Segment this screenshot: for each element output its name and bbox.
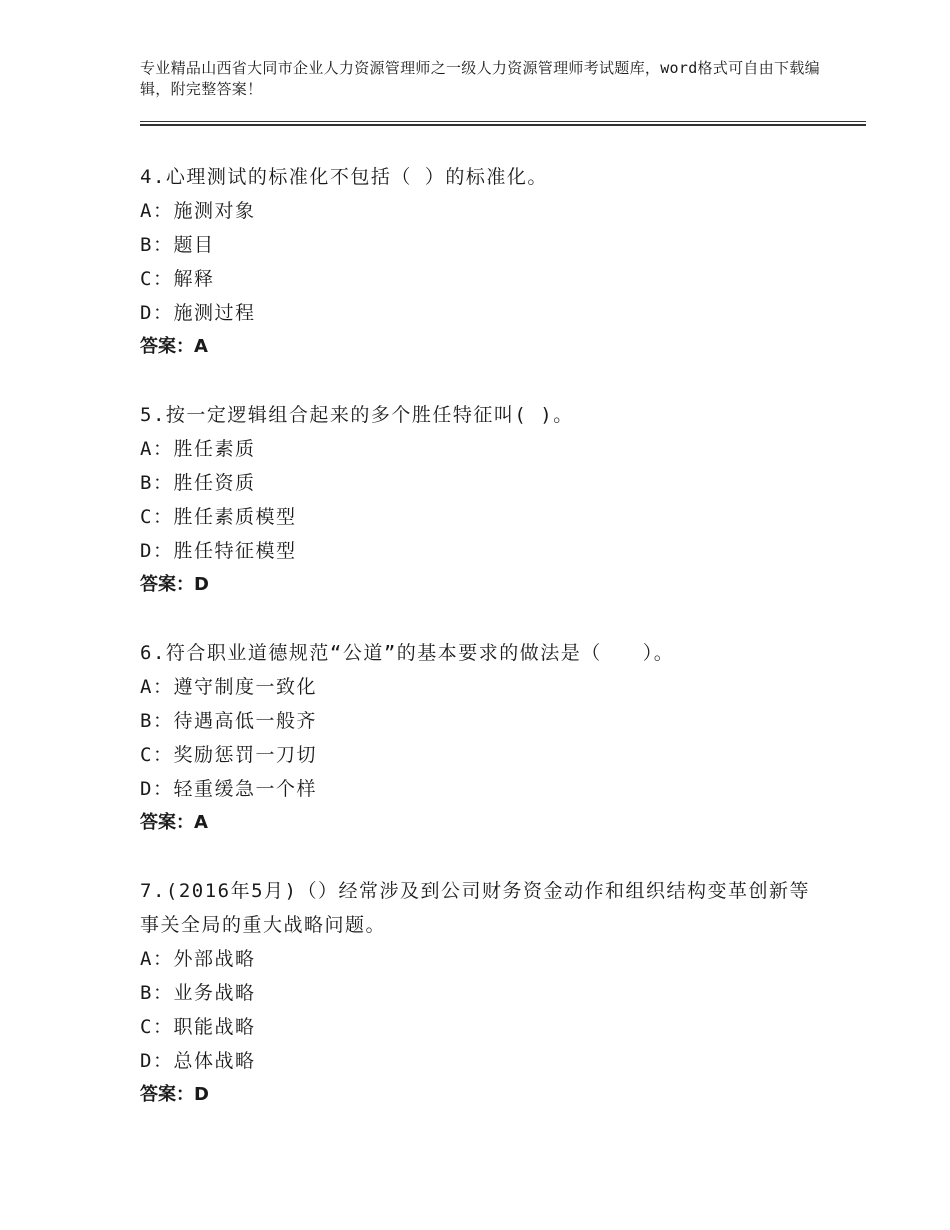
- option-a: A：胜任素质: [140, 438, 256, 460]
- option-a: A：施测对象: [140, 200, 256, 222]
- answer-label: 答案：A: [140, 812, 208, 833]
- option-a: A：遵守制度一致化: [140, 676, 317, 698]
- answer-label: 答案：D: [140, 574, 209, 595]
- answer-label: 答案：D: [140, 1084, 209, 1105]
- option-b: B：待遇高低一般齐: [140, 710, 317, 732]
- question-7: [140, 874, 840, 1112]
- option-a: A：外部战略: [140, 948, 256, 970]
- option-d: D：施测过程: [140, 302, 256, 324]
- question-6: [140, 636, 840, 840]
- option-d: D：胜任特征模型: [140, 540, 297, 562]
- header-divider-top: [140, 121, 866, 122]
- option-d: D：总体战略: [140, 1050, 256, 1072]
- option-c: C：奖励惩罚一刀切: [140, 744, 317, 766]
- header-title: 专业精品山西省大同市企业人力资源管理师之一级人力资源管理师考试题库，word格式可自由下载编辑，附完整答案！: [140, 59, 820, 98]
- option-c: C：职能战略: [140, 1016, 256, 1038]
- document-header: [140, 58, 840, 100]
- option-c: C：胜任素质模型: [140, 506, 297, 528]
- answer-label: 答案：A: [140, 336, 208, 357]
- option-b: B：题目: [140, 234, 215, 256]
- option-b: B：业务战略: [140, 982, 256, 1004]
- question-stem: 5.按一定逻辑组合起来的多个胜任特征叫( )。: [140, 404, 574, 426]
- header-divider-bottom: [140, 124, 866, 126]
- option-c: C：解释: [140, 268, 215, 290]
- question-stem: 6.符合职业道德规范“公道”的基本要求的做法是（ ）。: [140, 642, 675, 664]
- question-stem: 7.(2016年5月)（）经常涉及到公司财务资金动作和组织结构变革创新等事关全局的重大战略问题。: [140, 880, 810, 936]
- question-list: [140, 160, 840, 1146]
- option-d: D：轻重缓急一个样: [140, 778, 317, 800]
- question-4: [140, 160, 840, 364]
- option-b: B：胜任资质: [140, 472, 256, 494]
- question-5: [140, 398, 840, 602]
- question-stem: 4.心理测试的标准化不包括（ ）的标准化。: [140, 166, 548, 188]
